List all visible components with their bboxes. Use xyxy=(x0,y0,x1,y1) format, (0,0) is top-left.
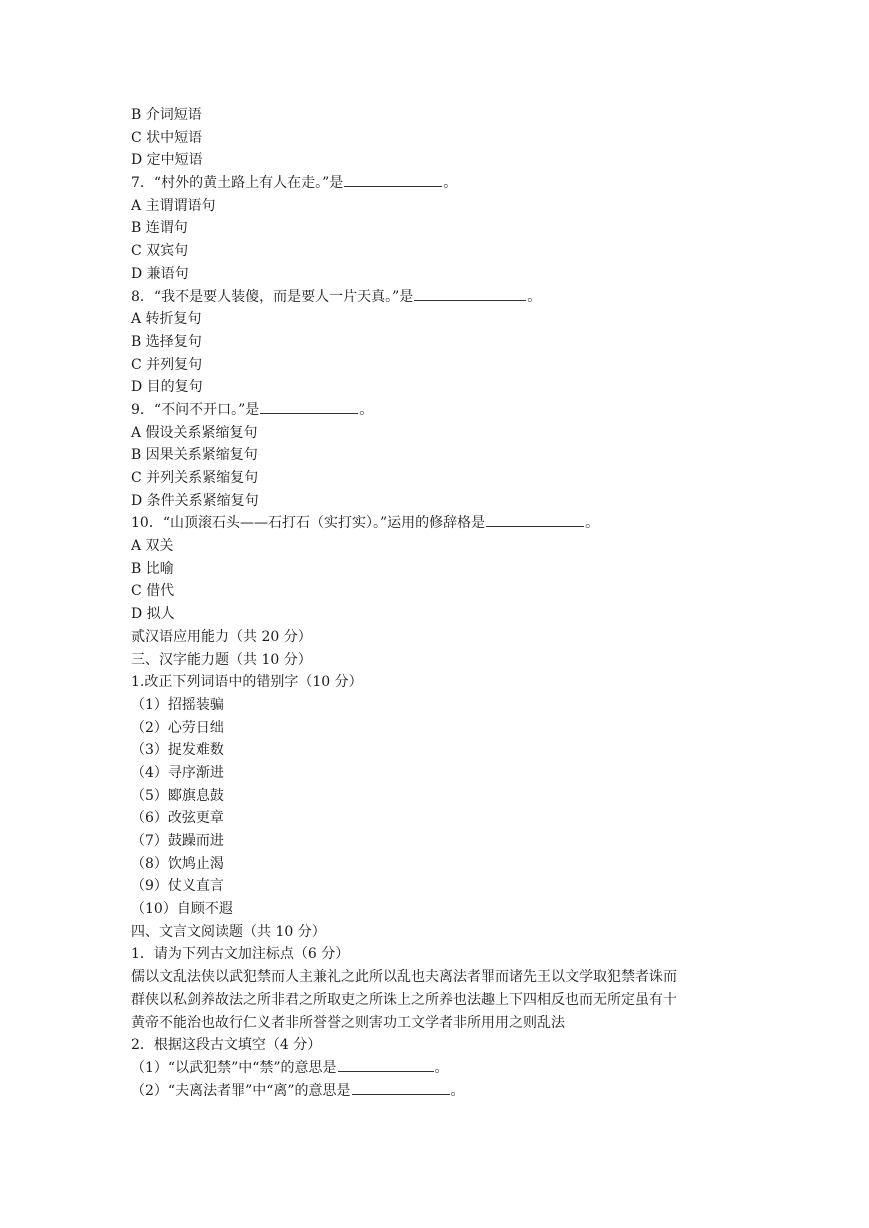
answer-blank xyxy=(414,286,526,301)
q7-option-b: B 连谓句 xyxy=(131,220,188,237)
option-c-adverbial-phrase: C 状中短语 xyxy=(131,129,203,146)
period: 。 xyxy=(434,1059,449,1076)
answer-blank xyxy=(344,172,442,187)
idiom-item: （6）改弦更章 xyxy=(131,810,224,827)
question-10 xyxy=(131,512,771,535)
section-heading-4: 四、文言文阅读题（共 10 分） xyxy=(131,923,326,940)
answer-blank xyxy=(486,512,584,527)
period: 。 xyxy=(585,515,600,532)
q9-option-d: D 条件关系紧缩复句 xyxy=(131,492,259,509)
idiom-item: （7）鼓躁而进 xyxy=(131,833,224,849)
fill-item-2 xyxy=(131,1080,771,1103)
option-d-attributive-phrase: D 定中短语 xyxy=(131,152,203,169)
question-9 xyxy=(131,399,771,422)
section-heading-part-2: 贰汉语应用能力（共 20 分） xyxy=(131,628,312,645)
question-7 xyxy=(131,172,771,195)
task-punctuate: 1．请为下列古文加注标点（6 分） xyxy=(131,946,350,963)
document-page xyxy=(131,104,771,1102)
q10-option-d: D 拟人 xyxy=(131,606,175,623)
idiom-item: （3）捉发难数 xyxy=(131,742,224,759)
idiom-item: （5）郾旗息鼓 xyxy=(131,787,224,804)
task-fill-blanks: 2．根据这段古文填空（4 分） xyxy=(131,1037,322,1054)
period: 。 xyxy=(443,175,458,192)
idiom-item: （10）自顾不遐 xyxy=(131,901,233,918)
idiom-item: （2）心劳日绌 xyxy=(131,719,224,736)
q10-option-c: C 借代 xyxy=(131,583,175,600)
q9-option-b: B 因果关系紧缩复句 xyxy=(131,447,258,464)
task-correct-characters: 1.改正下列词语中的错别字（10 分） xyxy=(131,674,363,691)
q7-option-a: A 主谓谓语句 xyxy=(131,197,216,214)
q7-option-d: D 兼语句 xyxy=(131,265,189,282)
fill-item-1 xyxy=(131,1057,771,1080)
classical-text-line: 群侠以私剑养故法之所非君之所取吏之所诛上之所养也法趣上下四相反也而无所定虽有十 xyxy=(131,991,677,1008)
period: 。 xyxy=(450,1082,465,1099)
question-7-text: 7．“村外的黄土路上有人在走。”是 xyxy=(131,175,344,192)
fill-item-1-text: （1）“以武犯禁”中“禁”的意思是 xyxy=(131,1059,337,1076)
classical-text-line: 儒以文乱法侠以武犯禁而人主兼礼之此所以乱也夫离法者罪而诸先王以文学取犯禁者诛而 xyxy=(131,969,677,986)
q10-option-b: B 比喻 xyxy=(131,560,174,577)
classical-text-line: 黄帝不能治也故行仁义者非所誉誉之则害功工文学者非所用用之则乱法 xyxy=(131,1014,565,1031)
q8-option-b: B 选择复句 xyxy=(131,333,202,350)
section-heading-3: 三、汉字能力题（共 10 分） xyxy=(131,651,312,668)
question-10-text: 10．“山顶滚石头——石打石（实打实）。”运用的修辞格是 xyxy=(131,515,486,532)
answer-blank xyxy=(338,1057,434,1072)
answer-blank xyxy=(352,1080,450,1095)
q9-option-c: C 并列关系紧缩复句 xyxy=(131,470,259,486)
q8-option-a: A 转折复句 xyxy=(131,311,202,328)
q9-option-a: A 假设关系紧缩复句 xyxy=(131,424,258,441)
idiom-item: （8）饮鸠止渴 xyxy=(131,855,224,872)
question-8 xyxy=(131,286,771,309)
period: 。 xyxy=(359,401,374,418)
q10-option-a: A 双关 xyxy=(131,538,174,555)
idiom-item: （4）寻序渐进 xyxy=(131,764,224,781)
q7-option-c: C 双宾句 xyxy=(131,243,189,260)
idiom-item: （9）仗义直言 xyxy=(131,878,224,895)
option-b-prep-phrase: B 介词短语 xyxy=(131,107,202,123)
question-8-text: 8．“我不是要人装傻，而是要人一片天真。”是 xyxy=(131,288,414,305)
question-9-text: 9．“不问不开口。”是 xyxy=(131,401,260,418)
period: 。 xyxy=(527,288,542,305)
answer-blank xyxy=(260,399,358,414)
q8-option-c: C 并列复句 xyxy=(131,356,203,373)
q8-option-d: D 目的复句 xyxy=(131,379,203,396)
idiom-item: （1）招摇装骗 xyxy=(131,696,224,713)
fill-item-2-text: （2）“夫离法者罪”中“离”的意思是 xyxy=(131,1082,351,1099)
